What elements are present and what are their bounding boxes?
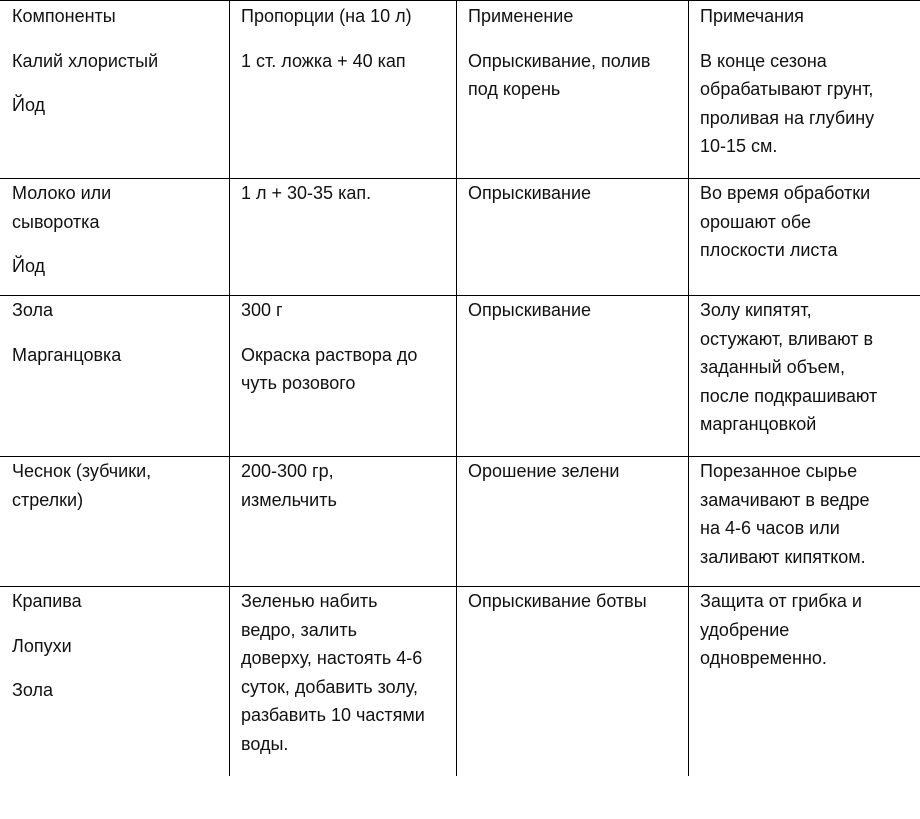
cell-text: измельчить (241, 489, 337, 510)
header-application: Применение (468, 6, 574, 26)
cell-text: Опрыскивание (468, 300, 592, 320)
cell-text: остужают, вливают в (700, 328, 874, 349)
cell-text: доверху, настоять 4-6 (241, 648, 423, 668)
table-row (0, 457, 920, 587)
cell-text: замачивают в ведре (700, 489, 870, 510)
table-cell-notes (689, 296, 920, 456)
table-cell-application (457, 179, 689, 295)
header-components: Компоненты (12, 6, 116, 26)
cell-text: Калий хлористый (12, 50, 159, 71)
table-row (0, 296, 920, 457)
table-row (0, 179, 920, 296)
table-cell-proportions (230, 457, 457, 586)
header-notes: Примечания (700, 6, 804, 26)
cell-text: плоскости листа (700, 240, 838, 260)
cell-text: Лопухи (12, 635, 72, 656)
table-cell-proportions (230, 587, 457, 776)
table-cell-application (457, 1, 689, 178)
table-cell-components (0, 587, 230, 776)
cell-text: удобрение (700, 619, 790, 640)
table-cell-components (0, 457, 230, 586)
cell-text: под корень (468, 79, 561, 99)
cell-text: Молоко или (12, 183, 112, 203)
cell-text: Порезанное сырье (700, 461, 858, 481)
table-cell-components (0, 296, 230, 456)
cell-text: Орошение зелени (468, 461, 620, 481)
cell-text: 1 л + 30-35 кап. (241, 183, 372, 203)
table-cell-components (0, 179, 230, 295)
table-cell-proportions (230, 179, 457, 295)
cell-text: одновременно. (700, 648, 827, 668)
table-cell-notes (689, 587, 920, 776)
cell-text: Золу кипятят, (700, 300, 812, 320)
cell-text: заданный объем, (700, 357, 846, 377)
cell-text: Зеленью набить (241, 591, 378, 611)
cell-text: чуть розового (241, 373, 356, 393)
cell-text: проливая на глубину (700, 107, 875, 128)
cell-text: Опрыскивание ботвы (468, 591, 647, 611)
cell-text: Зола (12, 680, 54, 700)
cell-text: суток, добавить золу, (241, 676, 418, 697)
cell-text: В конце сезона (700, 50, 827, 71)
cell-text: стрелки) (12, 489, 84, 510)
table-cell-notes (689, 179, 920, 295)
table-row (0, 1, 920, 179)
cell-text: Опрыскивание, полив (468, 50, 651, 71)
cell-text: воды. (241, 733, 289, 754)
cell-text: Крапива (12, 591, 82, 611)
cell-text: марганцовкой (700, 414, 817, 434)
cell-text: 10-15 см. (700, 136, 778, 156)
cell-text: 1 ст. ложка + 40 кап (241, 50, 406, 71)
cell-text: 300 г (241, 300, 283, 320)
table-cell-notes (689, 1, 920, 178)
table-cell-application (457, 457, 689, 586)
cell-text: обрабатывают грунт, (700, 79, 874, 99)
table-cell-application (457, 587, 689, 776)
cell-text: сыворотка (12, 211, 100, 232)
cell-text: Чеснок (зубчики, (12, 461, 152, 481)
cell-text: после подкрашивают (700, 385, 878, 406)
cell-text: Окраска раствора до (241, 344, 418, 365)
cell-text: орошают обе (700, 211, 811, 232)
header-proportions: Пропорции (на 10 л) (241, 6, 412, 26)
cell-text: на 4-6 часов или (700, 518, 840, 538)
cell-text: Опрыскивание (468, 183, 592, 203)
table-cell-proportions (230, 296, 457, 456)
cell-text: Марганцовка (12, 344, 122, 365)
cell-text: Йод (12, 95, 46, 115)
table-cell-application (457, 296, 689, 456)
table-cell-notes (689, 457, 920, 586)
cell-text: заливают кипятком. (700, 546, 866, 567)
cell-text: Йод (12, 256, 46, 276)
table-cell-proportions (230, 1, 457, 178)
cell-text: Защита от грибка и (700, 591, 862, 611)
cell-text: Зола (12, 300, 54, 320)
table-cell-components (0, 1, 230, 178)
cell-text: разбавить 10 частями (241, 705, 425, 725)
cell-text: 200-300 гр, (241, 461, 334, 481)
table-row (0, 587, 920, 776)
cell-text: Во время обработки (700, 183, 871, 203)
cell-text: ведро, залить (241, 619, 357, 640)
